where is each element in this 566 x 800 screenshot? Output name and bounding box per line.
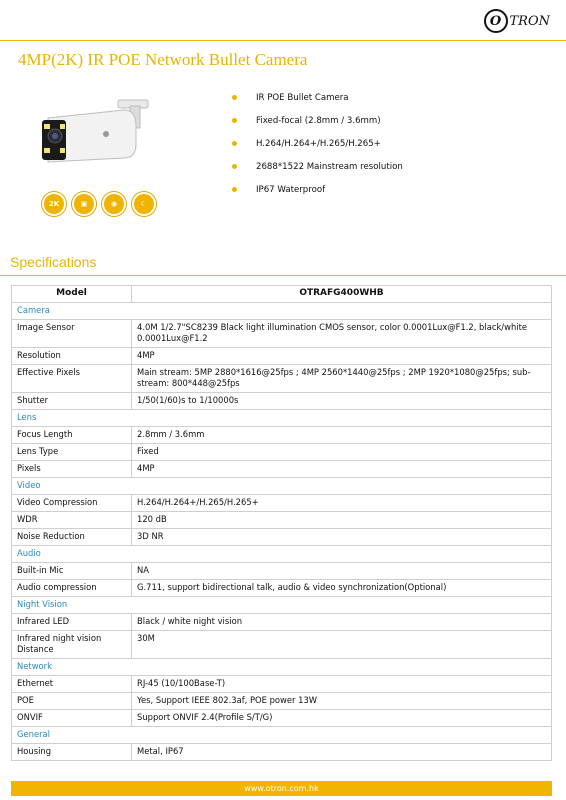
- category-label: General: [12, 727, 552, 744]
- category-row: [12, 727, 552, 744]
- spec-label: Pixels: [12, 461, 132, 478]
- bullet-icon: [232, 118, 237, 123]
- spec-label: Lens Type: [12, 444, 132, 461]
- camera-icon: ▣: [72, 192, 96, 216]
- spec-label: Resolution: [12, 348, 132, 365]
- header-divider: [0, 40, 566, 41]
- table-row: [12, 529, 552, 546]
- category-label: Camera: [12, 303, 552, 320]
- night-vision-icon: ☾: [132, 192, 156, 216]
- category-label: Network: [12, 659, 552, 676]
- spec-value: NA: [132, 563, 552, 580]
- table-row: [12, 512, 552, 529]
- category-row: [12, 597, 552, 614]
- spec-label: Noise Reduction: [12, 529, 132, 546]
- table-row: [12, 614, 552, 631]
- table-row: [12, 495, 552, 512]
- category-row: [12, 659, 552, 676]
- spec-value: 1/50(1/60)s to 1/10000s: [132, 393, 552, 410]
- specifications-heading: Specifications: [10, 254, 97, 270]
- spec-value: 4.0M 1/2.7"SC8239 Black light illumination CMOS sensor, color 0.0001Lux@F1.2, black/white 0.0001Lux@F1.2: [132, 320, 552, 348]
- feature-item: IP67 Waterproof: [232, 184, 403, 207]
- spec-label: Infrared LED: [12, 614, 132, 631]
- table-row: [12, 744, 552, 761]
- resolution-2k-icon: 2K: [42, 192, 66, 216]
- table-row: [12, 693, 552, 710]
- spec-value: 4MP: [132, 348, 552, 365]
- feature-item: Fixed-focal (2.8mm / 3.6mm): [232, 115, 403, 138]
- spec-value: 120 dB: [132, 512, 552, 529]
- bullet-icon: [232, 141, 237, 146]
- spec-label: Housing: [12, 744, 132, 761]
- spec-value: RJ-45 (10/100Base-T): [132, 676, 552, 693]
- spec-label: Effective Pixels: [12, 365, 132, 393]
- category-row: [12, 303, 552, 320]
- category-label: Video: [12, 478, 552, 495]
- spec-label: Ethernet: [12, 676, 132, 693]
- bullet-icon: [232, 187, 237, 192]
- feature-list: [232, 92, 403, 207]
- spec-value: Support ONVIF 2.4(Profile S/T/G): [132, 710, 552, 727]
- category-row: [12, 478, 552, 495]
- category-label: Lens: [12, 410, 552, 427]
- spec-value: Main stream: 5MP 2880*1616@25fps ; 4MP 2560*1440@25fps ; 2MP 1920*1080@25fps; sub-stream: 800*448@25fps: [132, 365, 552, 393]
- table-row: [12, 365, 552, 393]
- table-row: [12, 631, 552, 659]
- feature-item: 2688*1522 Mainstream resolution: [232, 161, 403, 184]
- spec-value: Fixed: [132, 444, 552, 461]
- table-row: [12, 444, 552, 461]
- spec-label: Infrared night vision Distance: [12, 631, 132, 659]
- section-divider: [0, 275, 566, 276]
- table-row: [12, 580, 552, 597]
- footer-url: www.otron.com.hk: [11, 781, 552, 796]
- table-row: [12, 710, 552, 727]
- table-row: [12, 348, 552, 365]
- spec-label: POE: [12, 693, 132, 710]
- header-model: Model: [12, 286, 132, 303]
- camera-product-image: [38, 96, 156, 176]
- spec-value: G.711, support bidirectional talk, audio & video synchronization(Optional): [132, 580, 552, 597]
- table-row: [12, 393, 552, 410]
- logo-letter: O: [484, 9, 508, 33]
- otron-logo: [484, 8, 551, 34]
- category-row: [12, 546, 552, 563]
- spec-value: Black / white night vision: [132, 614, 552, 631]
- spec-value: Metal, IP67: [132, 744, 552, 761]
- top-bar: [0, 0, 566, 50]
- spec-label: Video Compression: [12, 495, 132, 512]
- spec-value: H.264/H.264+/H.265/H.265+: [132, 495, 552, 512]
- spec-value: 3D NR: [132, 529, 552, 546]
- bullet-icon: [232, 164, 237, 169]
- category-row: [12, 410, 552, 427]
- feature-item: H.264/H.264+/H.265/H.265+: [232, 138, 403, 161]
- spec-label: Built-in Mic: [12, 563, 132, 580]
- spec-label: Image Sensor: [12, 320, 132, 348]
- network-icon: ◉: [102, 192, 126, 216]
- table-row: [12, 563, 552, 580]
- spec-value: 4MP: [132, 461, 552, 478]
- spec-label: Focus Length: [12, 427, 132, 444]
- feature-item: IR POE Bullet Camera: [232, 92, 403, 115]
- feature-badges: [42, 192, 156, 216]
- table-row: [12, 320, 552, 348]
- spec-label: WDR: [12, 512, 132, 529]
- table-row: [12, 461, 552, 478]
- header-model-number: OTRAFG400WHB: [132, 286, 552, 303]
- spec-label: ONVIF: [12, 710, 132, 727]
- spec-value: Yes, Support IEEE 802.3af, POE power 13W: [132, 693, 552, 710]
- table-row: [12, 676, 552, 693]
- category-label: Audio: [12, 546, 552, 563]
- spec-value: 30M: [132, 631, 552, 659]
- specifications-table: [11, 285, 552, 761]
- logo-text: TRON: [509, 13, 550, 29]
- page-title: 4MP(2K) IR POE Network Bullet Camera: [18, 50, 308, 69]
- category-label: Night Vision: [12, 597, 552, 614]
- table-header-row: [12, 286, 552, 303]
- spec-label: Shutter: [12, 393, 132, 410]
- table-row: [12, 427, 552, 444]
- spec-value: 2.8mm / 3.6mm: [132, 427, 552, 444]
- spec-label: Audio compression: [12, 580, 132, 597]
- bullet-icon: [232, 95, 237, 100]
